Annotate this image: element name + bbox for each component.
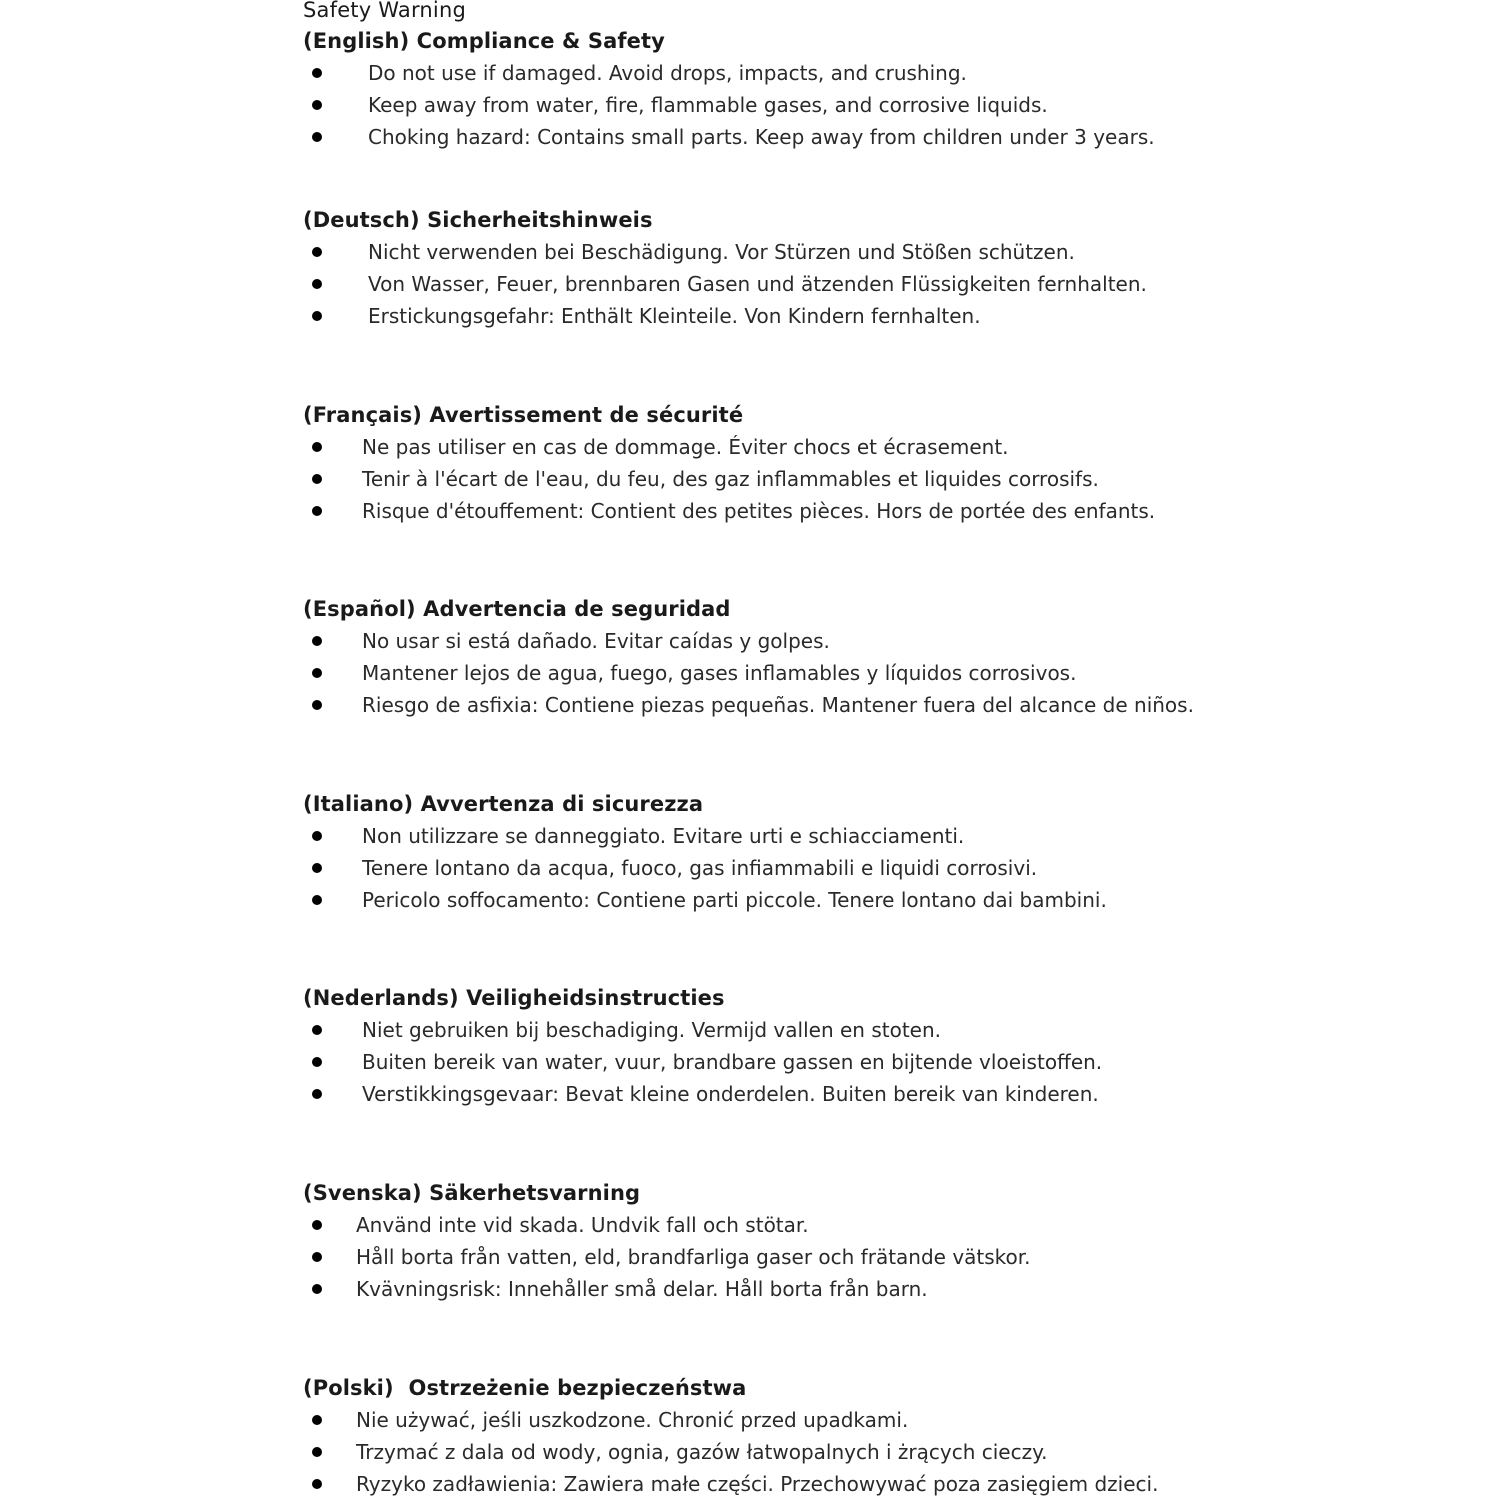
bullet-icon	[312, 1284, 322, 1294]
list-item-text: Mantener lejos de agua, fuego, gases inflamables y líquidos corrosivos.	[362, 661, 1077, 685]
list-item-text: Ryzyko zadławienia: Zawiera małe części. Przechowywać poza zasięgiem dzieci.	[356, 1472, 1159, 1496]
list-item	[303, 1404, 1303, 1436]
list-item-text: Nicht verwenden bei Beschädigung. Vor Stürzen und Stößen schützen.	[368, 240, 1075, 264]
bullet-list	[303, 1209, 1303, 1305]
list-item	[303, 236, 1303, 268]
bullet-icon	[312, 895, 322, 905]
section-polski	[303, 1372, 1303, 1500]
bullet-icon	[312, 311, 322, 321]
bullet-list	[303, 1014, 1303, 1110]
section-heading: (English) Compliance & Safety	[303, 29, 665, 53]
section-heading: (Polski) Ostrzeżenie bezpieczeństwa	[303, 1376, 747, 1400]
list-item	[303, 495, 1303, 527]
section-nederlands	[303, 982, 1303, 1110]
bullet-icon	[312, 1220, 322, 1230]
bullet-icon	[312, 279, 322, 289]
list-item	[303, 1241, 1303, 1273]
list-item-text: Riesgo de asfixia: Contiene piezas pequeñas. Mantener fuera del alcance de niños.	[362, 693, 1194, 717]
section-francais	[303, 399, 1303, 527]
list-item-text: Håll borta från vatten, eld, brandfarliga gaser och frätande vätskor.	[356, 1245, 1031, 1269]
list-item	[303, 1046, 1303, 1078]
bullet-icon	[312, 863, 322, 873]
section-heading: (Français) Avertissement de sécurité	[303, 403, 744, 427]
list-item	[303, 300, 1303, 332]
section-heading: (Nederlands) Veiligheidsinstructies	[303, 986, 725, 1010]
list-item-text: Tenir à l'écart de l'eau, du feu, des gaz inflammables et liquides corrosifs.	[362, 467, 1099, 491]
list-item	[303, 431, 1303, 463]
section-heading: (Español) Advertencia de seguridad	[303, 597, 731, 621]
list-item-text: No usar si está dañado. Evitar caídas y golpes.	[362, 629, 830, 653]
list-item	[303, 1468, 1303, 1500]
list-item	[303, 1078, 1303, 1110]
list-item	[303, 89, 1303, 121]
section-heading: (Deutsch) Sicherheitshinweis	[303, 208, 653, 232]
list-item-text: Von Wasser, Feuer, brennbaren Gasen und ätzenden Flüssigkeiten fernhalten.	[368, 272, 1147, 296]
bullet-icon	[312, 1025, 322, 1035]
list-item	[303, 463, 1303, 495]
bullet-icon	[312, 1057, 322, 1067]
bullet-icon	[312, 1447, 322, 1457]
list-item-text: Tenere lontano da acqua, fuoco, gas infiammabili e liquidi corrosivi.	[362, 856, 1038, 880]
list-item-text: Trzymać z dala od wody, ognia, gazów łatwopalnych i żrących cieczy.	[356, 1440, 1048, 1464]
list-item-text: Buiten bereik van water, vuur, brandbare gassen en bijtende vloeistoffen.	[362, 1050, 1103, 1074]
bullet-icon	[312, 668, 322, 678]
bullet-icon	[312, 700, 322, 710]
section-deutsch	[303, 204, 1303, 332]
bullet-icon	[312, 474, 322, 484]
bullet-icon	[312, 68, 322, 78]
bullet-icon	[312, 247, 322, 257]
bullet-icon	[312, 132, 322, 142]
list-item	[303, 884, 1303, 916]
section-italiano	[303, 788, 1303, 916]
section-espanol	[303, 593, 1303, 721]
bullet-icon	[312, 506, 322, 516]
list-item	[303, 1209, 1303, 1241]
section-heading: (Svenska) Säkerhetsvarning	[303, 1181, 641, 1205]
bullet-list	[303, 236, 1303, 332]
list-item-text: Nie używać, jeśli uszkodzone. Chronić przed upadkami.	[356, 1408, 909, 1432]
bullet-icon	[312, 636, 322, 646]
list-item	[303, 657, 1303, 689]
bullet-icon	[312, 442, 322, 452]
list-item-text: Pericolo soffocamento: Contiene parti piccole. Tenere lontano dai bambini.	[362, 888, 1107, 912]
list-item	[303, 268, 1303, 300]
bullet-list	[303, 820, 1303, 916]
bullet-icon	[312, 1479, 322, 1489]
list-item	[303, 689, 1303, 721]
list-item	[303, 57, 1303, 89]
list-item-text: Ne pas utiliser en cas de dommage. Éviter chocs et écrasement.	[362, 435, 1009, 459]
bullet-icon	[312, 1089, 322, 1099]
document-title: Safety Warning	[303, 0, 466, 22]
bullet-icon	[312, 831, 322, 841]
list-item	[303, 852, 1303, 884]
list-item	[303, 1014, 1303, 1046]
bullet-list	[303, 57, 1303, 153]
list-item	[303, 820, 1303, 852]
section-svenska	[303, 1177, 1303, 1305]
list-item	[303, 1273, 1303, 1305]
bullet-list	[303, 431, 1303, 527]
bullet-icon	[312, 1252, 322, 1262]
list-item	[303, 121, 1303, 153]
list-item-text: Risque d'étouffement: Contient des petites pièces. Hors de portée des enfants.	[362, 499, 1156, 523]
bullet-icon	[312, 100, 322, 110]
list-item-text: Keep away from water, fire, flammable gases, and corrosive liquids.	[368, 93, 1048, 117]
bullet-icon	[312, 1415, 322, 1425]
bullet-list	[303, 625, 1303, 721]
list-item-text: Kvävningsrisk: Innehåller små delar. Håll borta från barn.	[356, 1277, 928, 1301]
list-item-text: Choking hazard: Contains small parts. Keep away from children under 3 years.	[368, 125, 1155, 149]
list-item	[303, 625, 1303, 657]
list-item	[303, 1436, 1303, 1468]
list-item-text: Verstikkingsgevaar: Bevat kleine onderdelen. Buiten bereik van kinderen.	[362, 1082, 1099, 1106]
list-item-text: Använd inte vid skada. Undvik fall och stötar.	[356, 1213, 809, 1237]
list-item-text: Niet gebruiken bij beschadiging. Vermijd vallen en stoten.	[362, 1018, 941, 1042]
section-heading: (Italiano) Avvertenza di sicurezza	[303, 792, 704, 816]
list-item-text: Non utilizzare se danneggiato. Evitare urti e schiacciamenti.	[362, 824, 965, 848]
bullet-list	[303, 1404, 1303, 1500]
list-item-text: Do not use if damaged. Avoid drops, impacts, and crushing.	[368, 61, 967, 85]
list-item-text: Erstickungsgefahr: Enthält Kleinteile. Von Kindern fernhalten.	[368, 304, 981, 328]
section-english	[303, 25, 1303, 153]
